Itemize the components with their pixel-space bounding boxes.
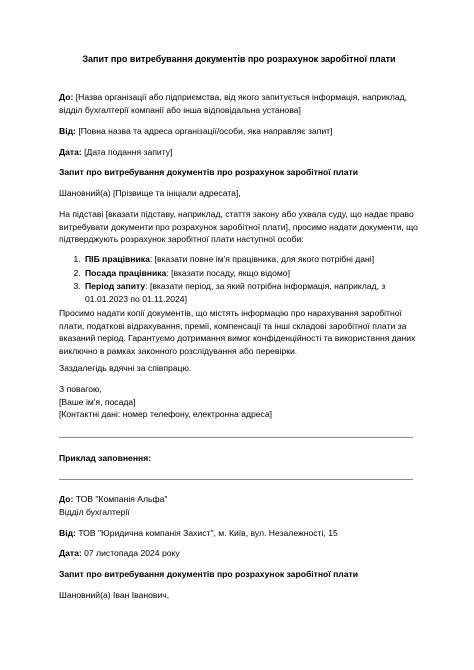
from-field <box>59 125 419 138</box>
from-label: Від: <box>59 126 76 136</box>
example-from-label: Від: <box>59 528 76 538</box>
subject-line: Запит про витребування документів про розрахунок заробітної плати <box>59 167 359 177</box>
list-item <box>83 253 419 266</box>
date-label: Дата: <box>59 147 82 157</box>
requested-items-list <box>59 253 419 306</box>
salutation: Шановний(а) [Прізвище та ініціали адресата], <box>59 188 241 198</box>
to-label: До: <box>59 92 74 102</box>
list-item-text: : [вказати період, за який потрібна інформація, наприклад, з 01.01.2023 по 01.11.2024] <box>85 281 386 304</box>
example-from-value: ТОВ "Юридична компанія Захист", м. Київ, вул. Незалежності, 15 <box>78 528 338 538</box>
list-item-label: Період запиту <box>85 281 146 292</box>
example-date-field <box>59 547 419 560</box>
date-field <box>59 146 419 159</box>
example-salutation: Шановний(а) Іван Іванович, <box>59 590 170 600</box>
thanks-line: Заздалегідь вдячні за співпрацю. <box>59 363 192 373</box>
to-field <box>59 91 419 116</box>
example-to-label: До: <box>59 494 74 504</box>
request-paragraph: Просимо надати копії документів, що містять інформацію про нарахування заробітної плати, податкові відрахування, премії, компенсації та інші складові заробітної плати за вказаний період. Гарантуємо дотримання вимог конфіденційності та використання даних виключно в рамках законного розслідування або перевірки. <box>59 308 416 356</box>
example-heading: Приклад заповнення: <box>59 453 152 463</box>
divider <box>59 437 413 438</box>
example-subject-line: Запит про витребування документів про розрахунок заробітної плати <box>59 569 359 579</box>
list-item-label: Посада працівника <box>85 267 167 278</box>
example-from-field <box>59 527 419 540</box>
example-to-field <box>59 493 419 518</box>
list-item-label: ПІБ працівника <box>85 254 150 264</box>
signature-contacts: [Контактні дані: номер телефону, електронна адреса] <box>59 409 273 420</box>
date-value: [Дата подання запиту] <box>84 147 173 157</box>
list-item <box>83 267 419 280</box>
to-value: [Назва організації або підприємства, від якого запитується інформація, наприклад, відділ бухгалтерії компанії або інша відповідальна установа] <box>59 92 408 115</box>
closing-line: З повагою, <box>59 384 102 394</box>
intro-paragraph: На підставі [вказати підставу, наприклад, стаття закону або ухвала суду, що надає право витребувати документи про розрахунок заробітної плати], просимо надати документи, що підтверджують розрахунок заробітної плати наступної особи: <box>59 209 418 245</box>
list-item <box>83 280 419 305</box>
document-title: Запит про витребування документів про розрахунок заробітної плати <box>82 54 396 64</box>
signature-name: [Ваше ім'я, посада] <box>59 396 136 407</box>
example-to-dept: Відділ бухгалтерії <box>59 506 130 517</box>
from-value: [Повна назва та адреса організації/особи, яка направляє запит] <box>78 126 333 136</box>
example-date-value: 07 листопада 2024 року <box>84 548 180 558</box>
divider <box>59 479 413 480</box>
example-date-label: Дата: <box>59 548 82 558</box>
signature-block <box>59 383 419 421</box>
example-to-value: ТОВ "Компанія Альфа" <box>75 494 168 504</box>
list-item-text: : [вказати повне ім'я працівника, для якого потрібні дані] <box>149 254 375 264</box>
list-item-text: : [вказати посаду, якщо відомо] <box>166 267 290 278</box>
